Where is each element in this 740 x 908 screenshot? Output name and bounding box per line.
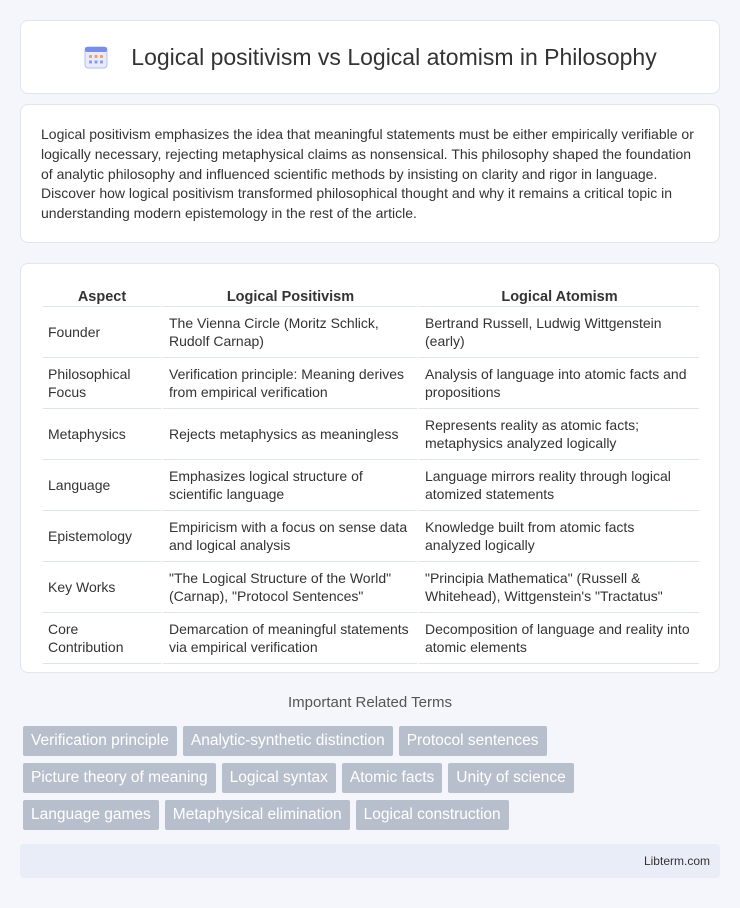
related-term-tag[interactable]: Logical syntax [222,763,336,793]
footer-site-link[interactable]: Libterm.com [643,854,710,868]
related-term-tag[interactable]: Verification principle [23,726,177,756]
table-cell: Metaphysics [43,409,161,460]
table-cell: Philosophical Focus [43,358,161,409]
table-cell: The Vienna Circle (Moritz Schlick, Rudolf Carnap) [161,307,417,358]
header-card [20,20,720,94]
calendar-grid-icon [83,44,109,70]
table-cell: Rejects metaphysics as meaningless [161,409,417,460]
page-title: Logical positivism vs Logical atomism in Philosophy [131,43,657,70]
related-term-tag[interactable]: Picture theory of meaning [23,763,216,793]
table-cell: Demarcation of meaningful statements via empirical verification [161,613,417,664]
table-row [43,307,699,358]
related-term-tag[interactable]: Unity of science [448,763,573,793]
tag-row [23,800,723,830]
related-terms-list [23,726,723,837]
column-header: Logical Atomism [417,284,699,307]
table-cell: Analysis of language into atomic facts and propositions [417,358,699,409]
tag-row [23,763,723,793]
comparison-table [43,284,699,664]
table-cell: Language mirrors reality through logical atomized statements [417,460,699,511]
table-cell: Key Works [43,562,161,613]
related-term-tag[interactable]: Analytic-synthetic distinction [183,726,393,756]
intro-card [20,104,720,243]
table-row [43,460,699,511]
related-term-tag[interactable]: Protocol sentences [399,726,547,756]
column-header: Logical Positivism [161,284,417,307]
footer [20,844,720,878]
comparison-card [20,263,720,673]
related-term-tag[interactable]: Logical construction [356,800,509,830]
table-cell: Empiricism with a focus on sense data and logical analysis [161,511,417,562]
related-term-tag[interactable]: Language games [23,800,159,830]
table-row [43,562,699,613]
table-cell: Core Contribution [43,613,161,664]
table-cell: "The Logical Structure of the World" (Carnap), "Protocol Sentences" [161,562,417,613]
table-cell: Bertrand Russell, Ludwig Wittgenstein (early) [417,307,699,358]
table-cell: "Principia Mathematica" (Russell & Whitehead), Wittgenstein's "Tractatus" [417,562,699,613]
table-row [43,613,699,664]
tag-row [23,726,723,756]
table-cell: Knowledge built from atomic facts analyzed logically [417,511,699,562]
column-header: Aspect [43,284,161,307]
intro-paragraph: Logical positivism emphasizes the idea that meaningful statements must be either empirically verifiable or logically necessary, rejecting metaphysical claims as nonsensical. This philosophy shaped the foundation of analytic philosophy and influenced scientific methods by insisting on clarity and rigor in language. Discover how logical positivism transformed philosophical thought and why it remains a critical topic in understanding modern epistemology in the rest of the article. [41,126,694,222]
table-cell: Founder [43,307,161,358]
related-terms-title: Important Related Terms [288,694,452,711]
table-cell: Decomposition of language and reality into atomic elements [417,613,699,664]
table-cell: Verification principle: Meaning derives from empirical verification [161,358,417,409]
table-cell: Language [43,460,161,511]
related-term-tag[interactable]: Atomic facts [342,763,442,793]
table-header-row [43,284,699,307]
table-row [43,358,699,409]
table-cell: Epistemology [43,511,161,562]
table-cell: Emphasizes logical structure of scientific language [161,460,417,511]
table-cell: Represents reality as atomic facts; metaphysics analyzed logically [417,409,699,460]
table-row [43,511,699,562]
related-term-tag[interactable]: Metaphysical elimination [165,800,350,830]
table-row [43,409,699,460]
